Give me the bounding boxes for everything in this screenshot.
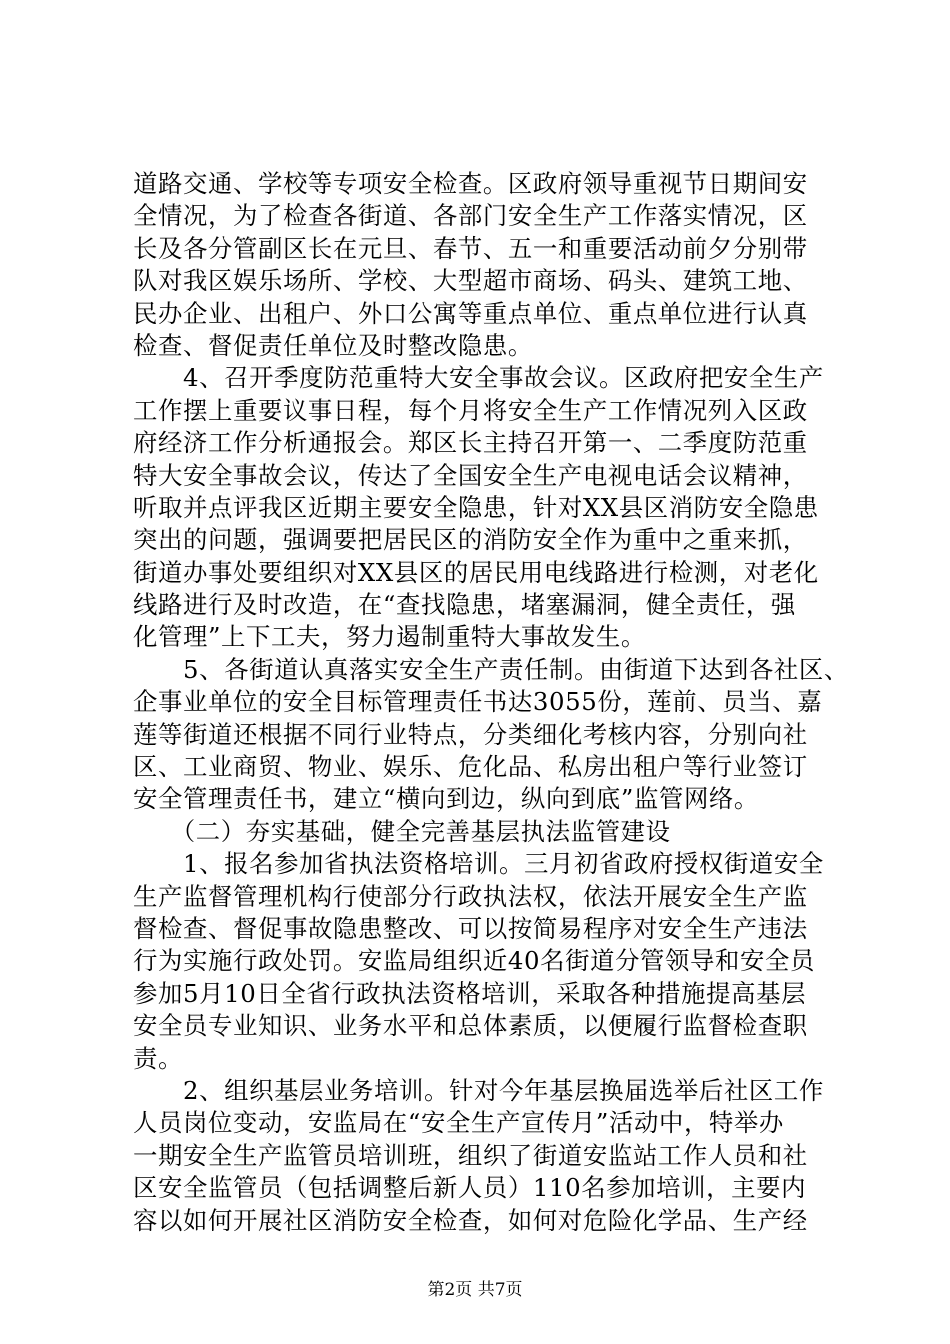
text-line: 长及各分管副区长在元旦、春节、五一和重要活动前夕分别带	[133, 233, 808, 263]
text-line: 街道办事处要组织对XX县区的居民用电线路进行检测，对老化	[133, 557, 819, 587]
text-line: 容以如何开展社区消防安全检查，如何对危险化学品、生产经	[133, 1205, 808, 1235]
text-line: 督检查、督促事故隐患整改、可以按简易程序对安全生产违法	[133, 913, 808, 943]
text-line: 全情况，为了检查各街道、各部门安全生产工作落实情况，区	[133, 201, 808, 231]
text-line: 安全员专业知识、业务水平和总体素质，以便履行监督检查职	[133, 1011, 808, 1041]
text-line: 责。	[133, 1043, 183, 1073]
page-number-label: 第2页 共7页	[427, 1280, 523, 1300]
text-line: 企事业单位的安全目标管理责任书达3055份，莲前、员当、嘉	[133, 687, 823, 717]
text-line: 区安全监管员（包括调整后新人员）110名参加培训，主要内	[133, 1173, 807, 1203]
text-line: 5、各街道认真落实安全生产责任制。由街道下达到各社区、	[133, 654, 849, 684]
text-line: 化管理”上下工夫，努力遏制重特大事故发生。	[133, 622, 646, 652]
text-line: 听取并点评我区近期主要安全隐患，针对XX县区消防安全隐患	[133, 492, 819, 522]
text-line: 2、组织基层业务培训。针对今年基层换届选举后社区工作	[133, 1075, 824, 1105]
document-body	[133, 168, 849, 1237]
text-line: 特大安全事故会议，传达了全国安全生产电视电话会议精神，	[133, 460, 808, 490]
text-line: 突出的问题，强调要把居民区的消防安全作为重中之重来抓，	[133, 525, 808, 555]
text-line: 参加5月10日全省行政执法资格培训，采取各种措施提高基层	[133, 978, 807, 1008]
text-line: 府经济工作分析通报会。郑区长主持召开第一、二季度防范重	[133, 428, 808, 458]
text-line: 生产监督管理机构行使部分行政执法权，依法开展安全生产监	[133, 881, 808, 911]
text-line: 一期安全生产监管员培训班，组织了街道安监站工作人员和社	[133, 1140, 808, 1170]
text-line: 人员岗位变动，安监局在“安全生产宣传月”活动中，特举办	[133, 1108, 784, 1138]
text-line: 区、工业商贸、物业、娱乐、危化品、私房出租户等行业签订	[133, 752, 808, 782]
text-line: 1、报名参加省执法资格培训。三月初省政府授权街道安全	[133, 849, 824, 879]
text-line: 4、召开季度防范重特大安全事故会议。区政府把安全生产	[133, 363, 824, 393]
text-line: 道路交通、学校等专项安全检查。区政府领导重视节日期间安	[133, 169, 808, 198]
text-line: 行为实施行政处罚。安监局组织近40名街道分管领导和安全员	[133, 946, 815, 976]
text-line: 检查、督促责任单位及时整改隐患。	[133, 330, 533, 360]
text-line: 民办企业、出租户、外口公寓等重点单位、重点单位进行认真	[133, 298, 808, 328]
text-line: 线路进行及时改造，在“查找隐患，堵塞漏洞，健全责任，强	[133, 590, 796, 620]
text-line: 队对我区娱乐场所、学校、大型超市商场、码头、建筑工地、	[133, 266, 808, 296]
section-heading: （二）夯实基础，健全完善基层执法监管建设	[133, 816, 671, 846]
text-line: 工作摆上重要议事日程，每个月将安全生产工作情况列入区政	[133, 395, 808, 425]
text-line: 莲等街道还根据不同行业特点，分类细化考核内容，分别向社	[133, 719, 808, 749]
page-footer	[0, 1275, 950, 1300]
text-line: 安全管理责任书，建立“横向到边，纵向到底”监管网络。	[133, 784, 759, 814]
